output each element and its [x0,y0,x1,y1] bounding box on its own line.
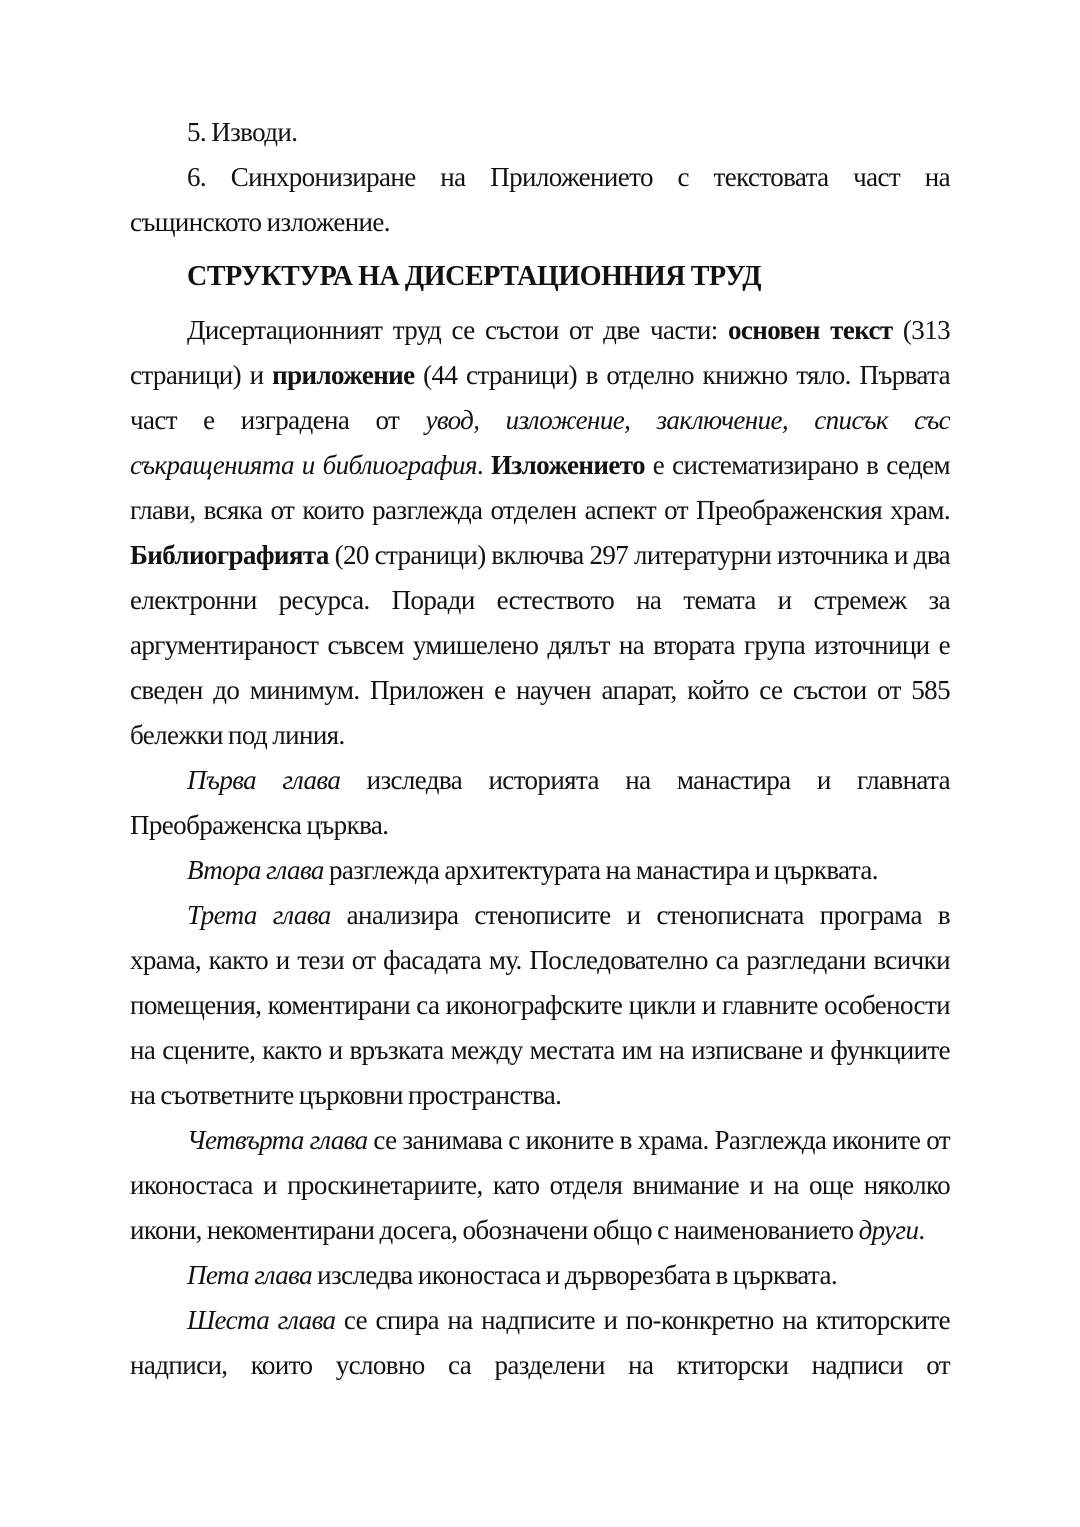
paragraph-chapter-2 [130,848,950,893]
text-run: Шеста глава [187,1305,336,1335]
list-item-5 [130,110,950,155]
paragraph-chapter-1 [130,758,950,848]
text-run: Дисертационният труд се състои от две части: [187,315,729,345]
text-run: други [858,1215,919,1245]
text-run: Библиографията [130,540,329,570]
text-run: изследва историята на манастира и главната Преображенска църква. [130,765,951,840]
paragraph-chapter-3 [130,893,950,1118]
text-run: разглежда архитектурата на манастира и църквата. [323,855,878,885]
text-run: основен текст [728,315,893,345]
text-run: приложение [272,360,415,390]
text-run: . [918,1215,925,1245]
text-run: . [476,450,491,480]
text-run: увод, изложение, заключение, списък със съкращенията и библиография [130,405,950,480]
text-run: е систематизирано в седем глави, всяка от които разглежда отделен аспект от Преображенския храм. [130,450,950,525]
paragraph-dissertation-structure [130,308,950,758]
paragraph-chapter-5 [130,1253,950,1298]
text-run: Втора глава [187,855,324,885]
text-run: Изложението [490,450,645,480]
section-heading: СТРУКТУРА НА ДИСЕРТАЦИОННИЯ ТРУД [187,261,762,292]
paragraph-chapter-6 [130,1298,950,1388]
text-run: (44 страници) в отделно книжно тяло. Първата част е изградена от [130,360,950,435]
text-run: изследва иконостаса и дърворезбата в църквата. [312,1260,838,1290]
text-run: се спира на надписите и по-конкретно на ктиторските надписи, които условно са разделени на ктиторски надписи от [130,1305,950,1380]
text-run: (313 страници) и [130,315,950,390]
text-run: Пета глава [187,1260,313,1290]
text-run: 6. Синхронизиране на Приложението с текстовата част на същинското изложение. [130,162,950,237]
text-run: 5. Изводи. [187,117,298,147]
list-item-6 [130,155,950,245]
text-run: Трета глава [187,900,331,930]
paragraph-chapter-4 [130,1118,950,1253]
text-run: Четвърта глава [187,1125,368,1155]
text-run: (20 страници) включва 297 литературни източника и два електронни ресурса. Поради естеството на темата и стремеж за аргументираност съвсем умишелено дялът на втората група източници е сведен до минимум. Приложен е научен апарат, който се състои от 585 бележки под линия. [130,540,950,750]
text-run: анализира стенописите и стенописната програма в храма, както и тези от фасадата му. Последователно са разгледани всички помещения, коментирани са иконографските цикли и главните особености на сцените, както и връзката между местата им на изписване и функциите на съответните църковни пространства. [130,900,950,1110]
text-run: се занимава с иконите в храма. Разглежда иконите от иконостаса и проскинетариите, като отделя внимание и на още няколко икони, некоментирани досега, обозначени общо с наименованието [130,1125,950,1245]
text-run: Първа глава [187,765,341,795]
